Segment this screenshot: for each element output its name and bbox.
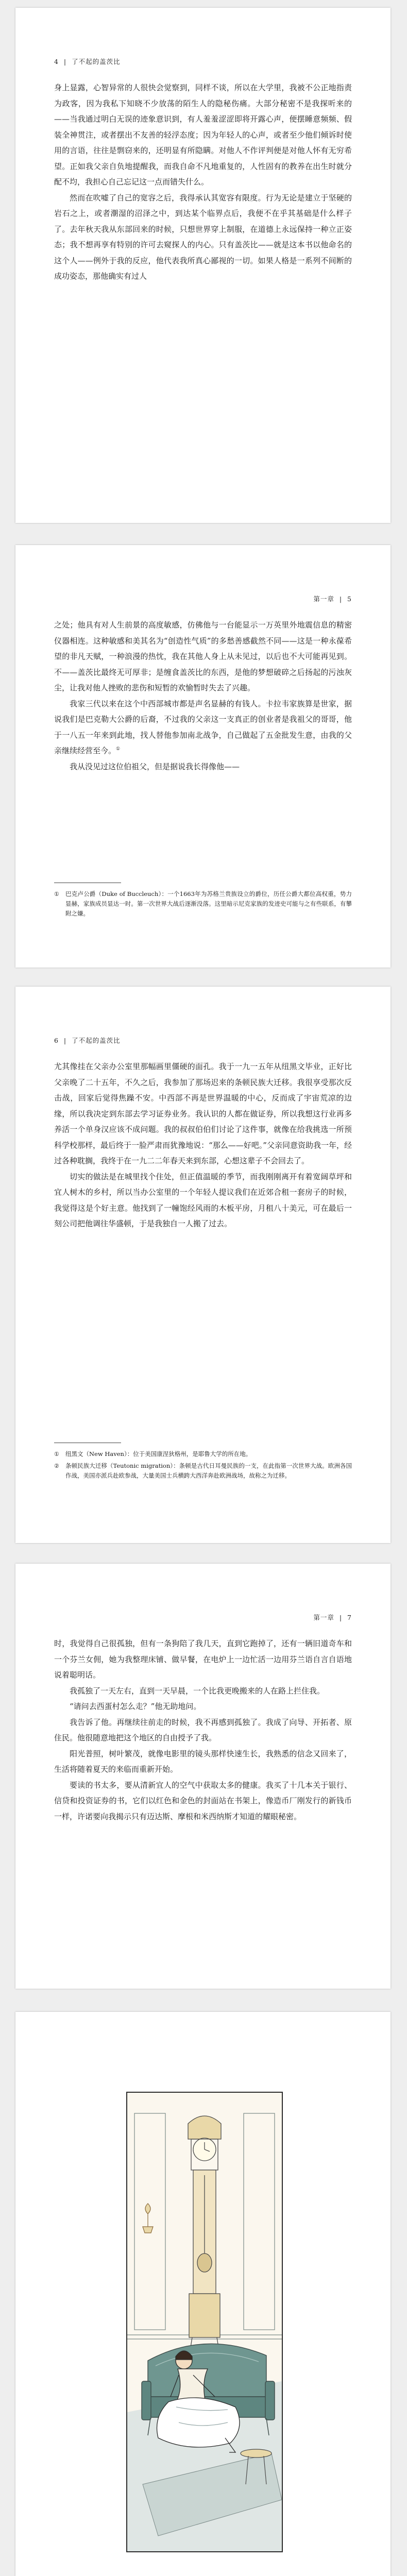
footnote-mark: ② <box>54 1463 59 1469</box>
footnote-text: 巴克卢公爵（Duke of Buccleuch）：一个1663年为苏格兰贵族设立的爵位，历任公爵大都位高权重，势力显赫，家族成员显达一时。第一次世界大战后逐渐没落。这里暗示尼克家族的发迹史可能与之有些联系，有攀附之嫌。 <box>65 890 352 917</box>
head-divider: | <box>63 1037 67 1044</box>
paragraph: 切实的做法是在城里找个住处，但正值温暖的季节，而我刚刚离开有着宽阔草坪和宜人树木的乡村，所以当办公室里的一个年轻人提议我们在近郊合租一套房子的时候，我觉得这是个好主意。他找到了一幢饱经风雨的木板平房，月租八十美元，可在最后一刻公司把他调往华盛顿，于是我独自一人搬了过去。 <box>54 1172 352 1228</box>
footnote-mark: ① <box>54 891 59 897</box>
illustration-page <box>15 2012 391 2576</box>
paragraph: 要读的书太多，要从清新宜人的空气中获取太多的健康。我买了十几本关于银行、信贷和投资证券的书，它们以红色和金色的封面站在书架上，像造币厂刚发行的新钱币一样，许诺要向我揭示只有迈达斯、摩根和米西纳斯才知道的耀眼秘密。 <box>54 1780 352 1821</box>
paragraph: 之处；他具有对人生前景的高度敏感，仿佛他与一台能显示一万英里外地震信息的精密仪器相连。这种敏感和美其名为“创造性气质”的多愁善感截然不同——这是一种永葆希望的非凡天赋，一种浪漫的热忱，我在其他人身上从未见过，以后也不大可能再见到。不——盖茨比最终无可厚非；是缠食盖茨比的东西，是他的梦想破碎之后扬起的污浊灰尘，让我对他人挫败的悲伤和短暂的欢愉暂时失去了兴趣。 <box>54 620 352 692</box>
head-divider: | <box>63 58 67 65</box>
book-title: 了不起的盖茨比 <box>72 58 121 65</box>
footnotes <box>54 889 352 921</box>
book-title: 了不起的盖茨比 <box>72 1037 121 1044</box>
body-text <box>54 1059 352 1232</box>
running-head <box>54 1036 121 1045</box>
book-page-7 <box>15 1564 391 1989</box>
head-divider: | <box>339 595 343 603</box>
paragraph: 时，我觉得自己很孤独，但有一条狗陪了我几天，直到它跑掉了，还有一辆旧道奇车和一个芬兰女佣，她为我整理床铺、做早餐，在电炉上一边忙活一边用芬兰语自言自语地说着聪明话。 <box>54 1639 352 1680</box>
running-head <box>54 57 121 66</box>
chapter-title: 第一章 <box>313 595 334 603</box>
footnote <box>54 1461 352 1481</box>
footnote <box>54 889 352 919</box>
paragraph <box>54 696 352 759</box>
paragraph: 我从没见过这位伯祖父，但是据说我长得像他—— <box>70 761 240 771</box>
book-page-5 <box>15 545 391 968</box>
page-number: 7 <box>347 1614 352 1621</box>
chapter-title: 第一章 <box>313 1614 334 1621</box>
footnote-ref: ① <box>116 747 121 752</box>
footnote-text: 条顿民族大迁移（Teutonic migration）：条顿是古代日耳曼民族的一支，在此指第一次世界大战。欧洲各国作战，美国亦派兵赴欧参战，大量美国士兵横跨大西洋奔赴欧洲战场，故称之为迁移。 <box>65 1462 352 1479</box>
salon-illustration <box>127 2093 282 2551</box>
body-text <box>54 80 352 284</box>
footnote-text: 纽黑文（New Haven）：位于美国康涅狄格州，是耶鲁大学的所在地。 <box>65 1450 252 1458</box>
page-number: 6 <box>54 1037 59 1044</box>
page-number: 5 <box>347 595 352 603</box>
head-divider: | <box>339 1614 343 1621</box>
paragraph: 尤其像挂在父亲办公室里那幅画里僵硬的面孔。我于一九一五年从纽黑文毕业，正好比父亲晚了二十五年，不久之后，我参加了那场迟来的条顿民族大迁移。我很享受那次反击战，回家后觉得焦躁不安。中西部不再是世界温暖的中心，反而成了宇宙荒凉的边缘，所以我决定到东部去学习证券业务。我认识的人都在做证券，所以我想这行业再多养活一个单身汉应该不成问题。我的叔叔伯伯们讨论了这件事，就像在给我挑选一所预科学校那样，最后终于一脸严肃而犹豫地说：“那么——好吧。”父亲同意资助我一年，经过各种耽搁，我终于在一九二二年春天来到东部，心想这辈子不会回去了。 <box>54 1062 352 1165</box>
footnote-mark: ① <box>54 1451 59 1458</box>
running-head <box>313 594 352 603</box>
paragraph: “请问去西蛋村怎么走？”他无助地问。 <box>70 1702 201 1711</box>
illustration <box>126 2092 283 2552</box>
paragraph: 然而在吹嘘了自己的宽容之后，我得承认其宽容有限度。行为无论是建立于坚硬的岩石之上，或者潮湿的沼泽之中，到达某个临界点后，我便不在乎其基础是什么样子了。去年秋天我从东部回来的时候，只想世界穿上制服，在道德上永远保持一种立正姿态；我不想再享有特别的许可去窥探人的内心。只有盖茨比——就是这本书以他命名的这个人——例外于我的反应，他代表我所真心鄙视的一切。如果人格是一系列不间断的成功姿态，那他确实有过人 <box>54 193 352 281</box>
footnote <box>54 1449 352 1459</box>
paragraph-text: 我家三代以来在这个中西部城市都是声名显赫的有钱人。卡拉韦家族算是世家，据说我们是巴克勒大公爵的后裔，不过我的父亲这一支真正的创业者是我祖父的哥哥，他于一八五一年来到此地，找人替他参加南北战争，自己做起了五金批发生意，由我的父亲继续经营至今。 <box>54 699 352 755</box>
running-head <box>313 1613 352 1622</box>
body-text <box>54 617 352 774</box>
paragraph: 阳光普照，树叶繁茂，就像电影里的镜头那样快速生长，我熟悉的信念又回来了，生活将随着夏天的来临而重新开始。 <box>54 1749 352 1774</box>
page-number: 4 <box>54 58 59 65</box>
paragraph: 我告诉了他。再继续往前走的时候，我不再感到孤独了。我成了向导、开拓者、原住民。他很随意地把这个地区的自由授予了我。 <box>54 1717 352 1742</box>
paragraph: 身上显露，心智异常的人很快会觉察到，同样不谈，所以在大学里，我被不公正地指责为政客，因为我私下知晓不少放荡的陌生人的隐秘伤痛。大部分秘密不是我探听来的——当我通过明白无误的迹象意识到，有人羞羞涩涩即将开露心声，便摆睡意频频、假装全神贯注，或者摆出不友善的轻浮态度；因为年轻人的心声，或者至少他们倾诉时使用的言语，往往是剽窃来的，还明显有所隐瞒。对他人不作评判便是对他人怀有无穷希望。正如我父亲自负地提醒我，而我自命不凡地重复的，人性固有的教养在出生时就分配不均，我担心自己忘记这一点而错失什么。 <box>54 83 352 187</box>
paragraph: 我孤独了一天左右，直到一天早晨，一个比我更晚搬来的人在路上拦住我。 <box>70 1686 325 1696</box>
book-page-6 <box>15 987 391 1543</box>
footnotes <box>54 1449 352 1483</box>
book-page-4 <box>15 8 391 523</box>
body-text <box>54 1636 352 1824</box>
